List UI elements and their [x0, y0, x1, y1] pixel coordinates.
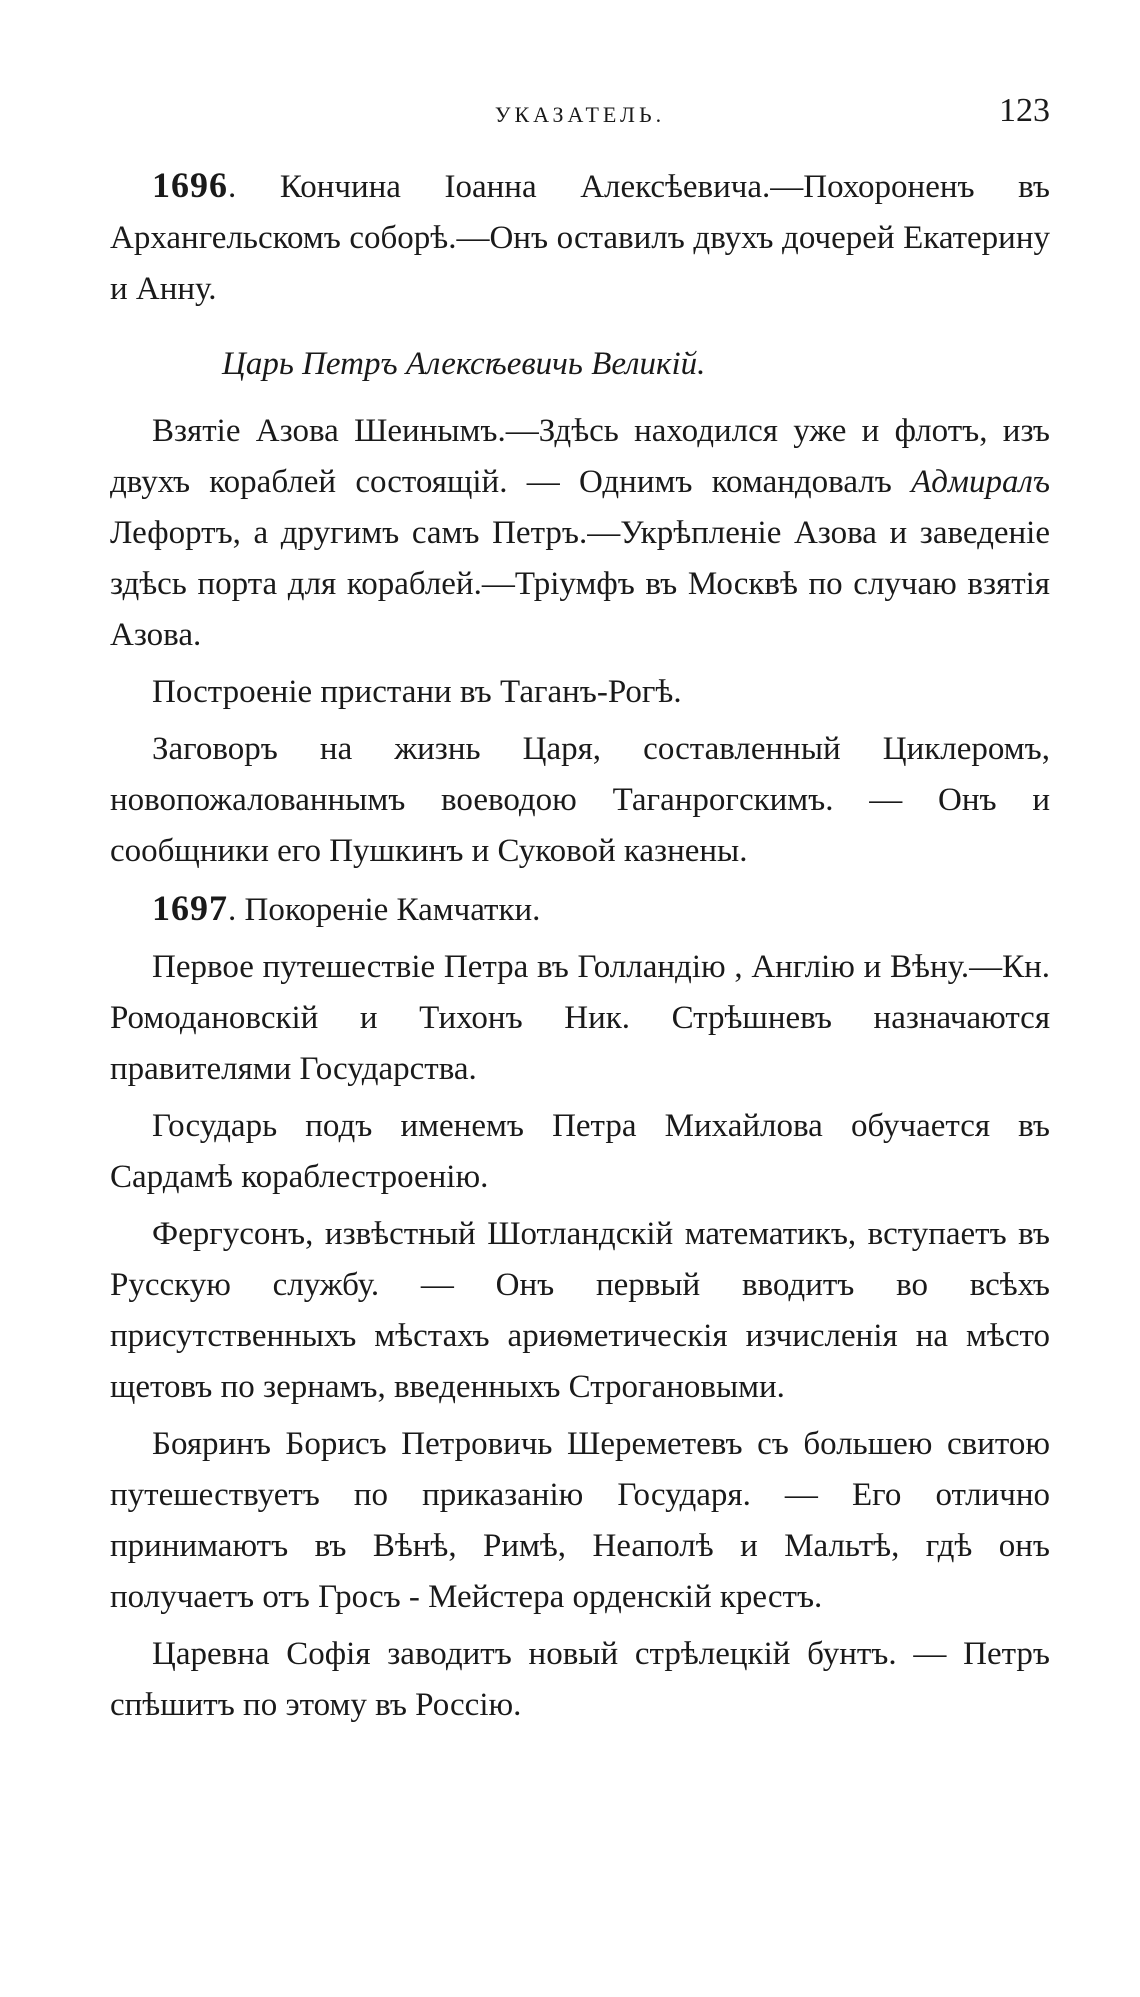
paragraph-sheremetev: Бояринъ Борисъ Петровичь Шереметевъ съ большею свитою путешествуетъ по приказанію Государя. — Его отлично принимаютъ въ Вѣнѣ, Римѣ, Неаполѣ и Мальтѣ, гдѣ онъ получаетъ отъ Гросъ - Мейстера орденскій крестъ. — [110, 1426, 1050, 1615]
running-head-title: УКАЗАТЕЛЬ. — [494, 102, 666, 127]
entry-1697 — [110, 883, 1050, 936]
section-heading: Царь Петръ Алексѣевичь Великій. — [222, 346, 706, 382]
page-number: 123 — [999, 92, 1050, 129]
entry-text: . Покореніе Камчатки. — [228, 892, 541, 928]
running-head — [110, 92, 1050, 140]
paragraph-azov — [110, 406, 1050, 661]
paragraph-sardam: Государь подъ именемъ Петра Михайлова обучается въ Сардамѣ кораблестроенію. — [110, 1108, 1050, 1195]
year-label: 1697 — [152, 888, 228, 928]
entry-1696 — [110, 160, 1050, 315]
paragraph-journey: Первое путешествіе Петра въ Голландію , Англію и Вѣну.—Кн. Ромодановскій и Тихонъ Ник. Стрѣшневъ назначаются правителями Государства. — [110, 949, 1050, 1087]
paragraph-ferguson: Фергусонъ, извѣстный Шотландскій математикъ, вступаетъ въ Русскую службу. — Онъ первый вводитъ во всѣхъ присутственныхъ мѣстахъ ариѳметическія изчисленія на мѣсто щетовъ по зернамъ, введенныхъ Строгановыми. — [110, 1216, 1050, 1405]
text-block — [110, 160, 1050, 1731]
paragraph-conspiracy: Заговоръ на жизнь Царя, составленный Циклеромъ, новопожалованнымъ воеводою Таганрогскимъ. — Онъ и сообщники его Пушкинъ и Суковой казнены. — [110, 731, 1050, 869]
entry-text: . Кончина Іоанна Алексѣевича.—Похороненъ въ Архангельскомъ соборѣ.—Онъ оставилъ двухъ дочерей Екатерину и Анну. — [110, 169, 1050, 307]
paragraph-taganrog: Построеніе пристани въ Таганъ-Рогѣ. — [152, 674, 682, 710]
paragraph-italic-word: Адмиралъ — [911, 464, 1050, 500]
paragraph-text: Взятіе Азова Шеинымъ.—Здѣсь находился уже и флотъ, изъ двухъ кораблей состоящій. — Однимъ командовалъ — [110, 413, 1050, 500]
book-page — [110, 92, 1050, 1737]
paragraph-sofia: Царевна Софія заводитъ новый стрѣлецкій бунтъ. — Петръ спѣшитъ по этому въ Россію. — [110, 1636, 1050, 1723]
year-label: 1696 — [152, 165, 228, 205]
paragraph-text: Лефортъ, а другимъ самъ Петръ.—Укрѣпленіе Азова и заведеніе здѣсь порта для кораблей.—Тріумфъ въ Москвѣ по случаю взятія Азова. — [110, 515, 1050, 653]
